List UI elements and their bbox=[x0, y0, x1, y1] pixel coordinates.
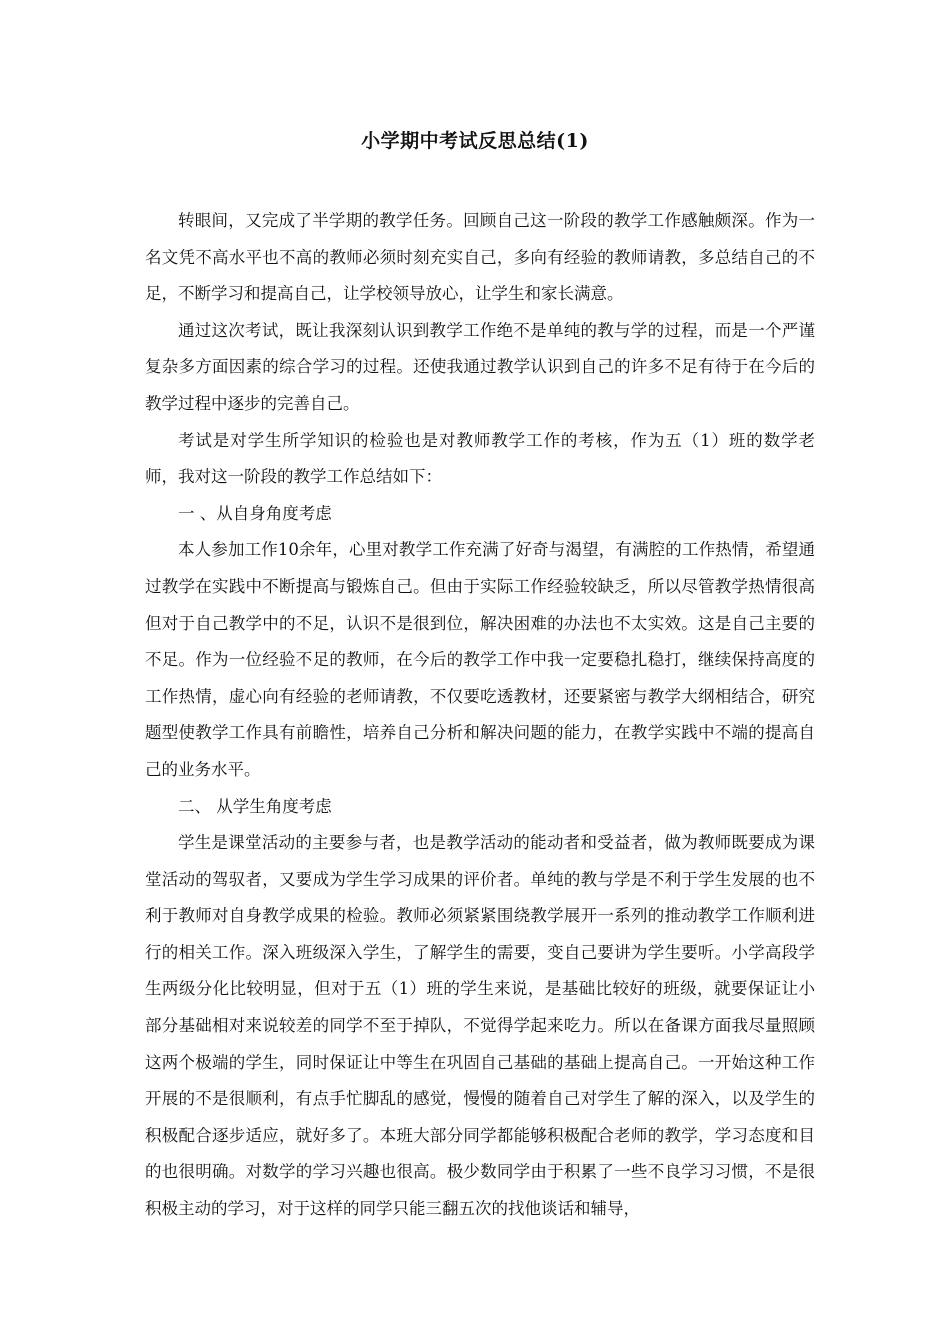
section-heading-students: 二、 从学生角度考虑 bbox=[178, 796, 332, 816]
paragraph-self-perspective: 本人参加工作10余年，心里对教学工作充满了好奇与渴望，有满腔的工作热情，希望通过教学在实践中不断提高与锻炼自己。但由于实际工作经验较缺乏，所以尽管教学热情很高但对于自己教学中的不足，认识不是很到位，解决困难的办法也不太实效。这是自己主要的不足。作为一位经验不足的教师，在今后的教学工作中我一定要稳扎稳打，继续保持高度的工作热情，虚心向有经验的老师请教，不仅要吃透教材，还要紧密与教学大纲相结合，研究题型使教学工作具有前瞻性，培养自己分析和解决问题的能力，在教学实践中不端的提高自己的业务水平。 bbox=[145, 540, 815, 779]
document-body bbox=[145, 203, 815, 1228]
paragraph-intro: 转眼间，又完成了半学期的教学任务。回顾自己这一阶段的教学工作感触颇深。作为一名文凭不高水平也不高的教师必须时刻充实自己，多向有经验的教师请教，多总结自己的不足，不断学习和提高自己，让学校领导放心，让学生和家长满意。 bbox=[145, 211, 815, 304]
section-heading-self: 一 、从自身角度考虑 bbox=[178, 503, 332, 523]
paragraph-summary-lead: 考试是对学生所学知识的检验也是对教师教学工作的考核，作为五（1）班的数学老师，我对这一阶段的教学工作总结如下： bbox=[145, 430, 815, 487]
paragraph-student-perspective: 学生是课堂活动的主要参与者，也是教学活动的能动者和受益者，做为教师既要成为课堂活动的驾驭者，又要成为学生学习成果的评价者。单纯的教与学是不利于学生发展的也不利于教师对自身教学成果的检验。教师必须紧紧围绕教学展开一系列的推动教学工作顺利进行的相关工作。深入班级深入学生，了解学生的需要，变自己要讲为学生要听。小学高段学生两级分化比较明显，但对于五（1）班的学生来说，是基础比较好的班级，就要保证让小部分基础相对来说较差的同学不至于掉队，不觉得学起来吃力。所以在备课方面我尽量照顾这两个极端的学生，同时保证让中等生在巩固自己基础的基础上提高自己。一开始这种工作开展的不是很顺利，有点手忙脚乱的感觉，慢慢的随着自己对学生了解的深入，以及学生的积极配合逐步适应，就好多了。本班大部分同学都能够积极配合老师的教学，学习态度和目的也很明确。对数学的学习兴趣也很高。极少数同学由于积累了一些不良学习习惯，不是很积极主动的学习，对于这样的同学只能三翻五次的找他谈话和辅导， bbox=[145, 833, 815, 1219]
paragraph-exam-reflection: 通过这次考试，既让我深刻认识到教学工作绝不是单纯的教与学的过程，而是一个严谨复杂多方面因素的综合学习的过程。还使我通过教学认识到自己的许多不足有待于在今后的教学过程中逐步的完善自己。 bbox=[145, 320, 815, 413]
document-title: 小学期中考试反思总结(1) bbox=[361, 130, 589, 152]
